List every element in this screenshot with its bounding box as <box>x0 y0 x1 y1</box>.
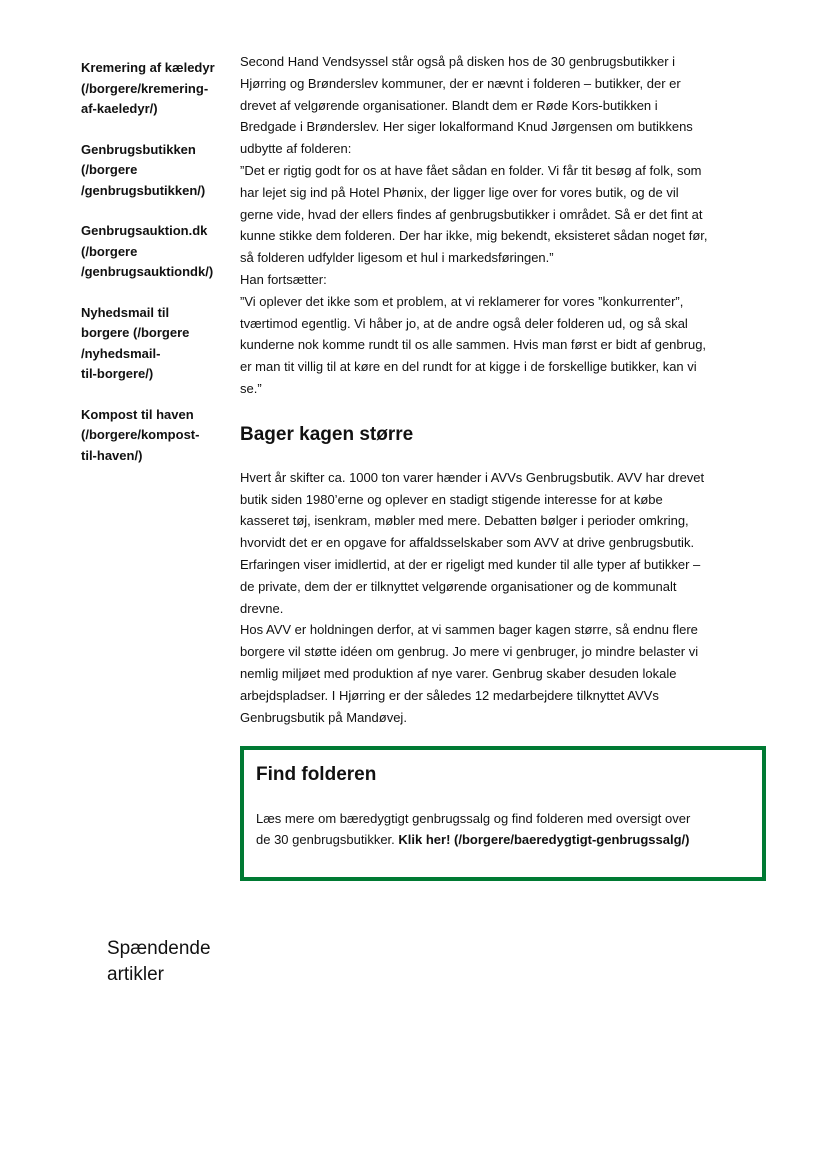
article-section-line: butik siden 1980’erne og oplever en stadigt stigende interesse for at købe <box>240 491 663 507</box>
article-intro-line: Second Hand Vendsyssel står også på disken hos de 30 genbrugsbutikker i <box>240 54 676 69</box>
article-intro-line: drevet af velgørende organisationer. Blandt dem er Røde Kors-butikken i <box>240 97 658 113</box>
article-section-line: hvorvidt det er en opgave for affaldsselskaber som AVV at drive genbrugsbutik. <box>240 535 695 551</box>
article-intro <box>240 51 766 400</box>
find-folder-text <box>256 808 752 850</box>
find-folder-text-line: Læs mere om bæredygtigt genbrugssalg og find folderen med oversigt over <box>256 811 691 827</box>
sidebar-link-line: /nyhedsmail- <box>81 345 161 361</box>
article-section-line: arbejdspladser. I Hjørring er der således 12 medarbejdere tilknyttet AVVs <box>240 687 659 703</box>
article-section-line: borgere vil støtte idéen om genbrug. Jo mere vi genbruger, jo mindre belaster vi <box>240 644 699 660</box>
article-intro-line: ”Vi oplever det ikke som et problem, at vi reklamerer for vores ”konkurrenter”, <box>240 293 684 309</box>
article-intro-line: ”Det er rigtig godt for os at have fået sådan en folder. Vi får tit besøg af folk, som <box>240 162 702 178</box>
find-folder-box <box>240 746 766 881</box>
article-intro-line: Hjørring og Brønderslev kommuner, der er nævnt i folderen – butikker, der er <box>240 75 681 91</box>
article-intro-line: så folderen udfylder ligesom et hul i markedsføringen.” <box>240 250 554 266</box>
find-folder-text-line <box>256 829 752 850</box>
article-section-line: nemlig miljøet med produktion af nye varer. Genbrug skaber desuden lokale <box>240 665 677 681</box>
article-intro-line: kunne stikke dem folderen. Der har ikke, mig bekendt, eksisteret sådan noget før, <box>240 228 708 244</box>
find-folder-text-prefix: de 30 genbrugsbutikker. <box>256 832 399 848</box>
article-intro-line: har lejet sig ind på Hotel Phønix, der ligger lige over for vores butik, og de vil <box>240 184 679 200</box>
sidebar-link[interactable] <box>81 405 231 467</box>
sidebar-link-line: (/borgere <box>81 162 138 177</box>
sidebar-link-line: (/borgere/kremering- <box>81 80 209 96</box>
article-intro-line: Han fortsætter: <box>240 271 327 287</box>
article-intro-line: se.” <box>240 380 262 396</box>
sidebar-link-line: Genbrugsbutikken <box>81 141 196 157</box>
article-section-line: Hvert år skifter ca. 1000 ton varer hænder i AVVs Genbrugsbutik. AVV har drevet <box>240 469 705 485</box>
sidebar-link[interactable] <box>81 303 231 385</box>
related-heading-line: Spændende <box>107 938 211 959</box>
find-folder-link[interactable]: Klik her! (/borgere/baeredygtigt-genbrugssalg/) <box>398 832 690 848</box>
article-section-line: de private, dem der er tilknyttet velgørende organisationer og de kommunalt <box>240 578 677 594</box>
sidebar-link-line: (/borgere/kompost- <box>81 427 200 442</box>
sidebar-link-line: til-borgere/) <box>81 366 154 381</box>
sidebar-link-line: Kompost til haven <box>81 406 194 422</box>
sidebar-link-line: /genbrugsbutikken/) <box>81 182 206 198</box>
sidebar-link[interactable] <box>81 140 231 202</box>
sidebar-link-line: Kremering af kæledyr <box>81 60 215 75</box>
article-intro-line: gerne vide, hvad der ellers findes af genbrugsbutikker i området. Så er det fint at <box>240 206 703 222</box>
article-section-body <box>240 467 766 729</box>
article-section-line: Erfaringen viser imidlertid, at der er rigeligt med kunder til alle typer af butikker – <box>240 556 701 572</box>
find-folder-heading: Find folderen <box>256 764 377 786</box>
article-section-line: Genbrugsbutik på Mandøvej. <box>240 709 407 725</box>
sidebar-nav <box>81 58 231 486</box>
sidebar-link-line: til-haven/) <box>81 447 143 463</box>
article-section-line: drevne. <box>240 600 284 616</box>
sidebar-link[interactable] <box>81 58 231 120</box>
article-main <box>240 51 766 881</box>
article-intro-line: tværtimod egentlig. Vi håber jo, at de andre også deler folderen ud, og så skal <box>240 315 688 331</box>
related-heading-line: artikler <box>107 964 165 985</box>
section-heading: Bager kagen større <box>240 423 414 445</box>
sidebar-link-line: (/borgere <box>81 243 138 259</box>
sidebar-link-line: borgere (/borgere <box>81 325 190 340</box>
sidebar-link[interactable] <box>81 221 231 283</box>
article-intro-line: kunderne nok komme rundt til os alle sammen. Hvis man først er bidt af genbrug, <box>240 337 707 353</box>
article-section-line: Hos AVV er holdningen derfor, at vi sammen bager kagen større, så endnu flere <box>240 622 698 638</box>
related-articles-heading <box>107 936 211 988</box>
sidebar-link-line: /genbrugsauktiondk/) <box>81 264 214 279</box>
article-intro-line: Bredgade i Brønderslev. Her siger lokalformand Knud Jørgensen om butikkens <box>240 119 693 135</box>
sidebar-link-line: Nyhedsmail til <box>81 304 170 320</box>
article-intro-line: udbytte af folderen: <box>240 141 352 157</box>
sidebar-link-line: af-kaeledyr/) <box>81 101 158 116</box>
article-intro-line: er man tit villig til at køre en del rundt for at kigge i de forskellige butikker, kan vi <box>240 359 697 375</box>
sidebar-link-line: Genbrugsauktion.dk <box>81 223 208 238</box>
article-section-line: kasseret tøj, isenkram, møbler med mere. Debatten bølger i perioder omkring, <box>240 513 689 529</box>
